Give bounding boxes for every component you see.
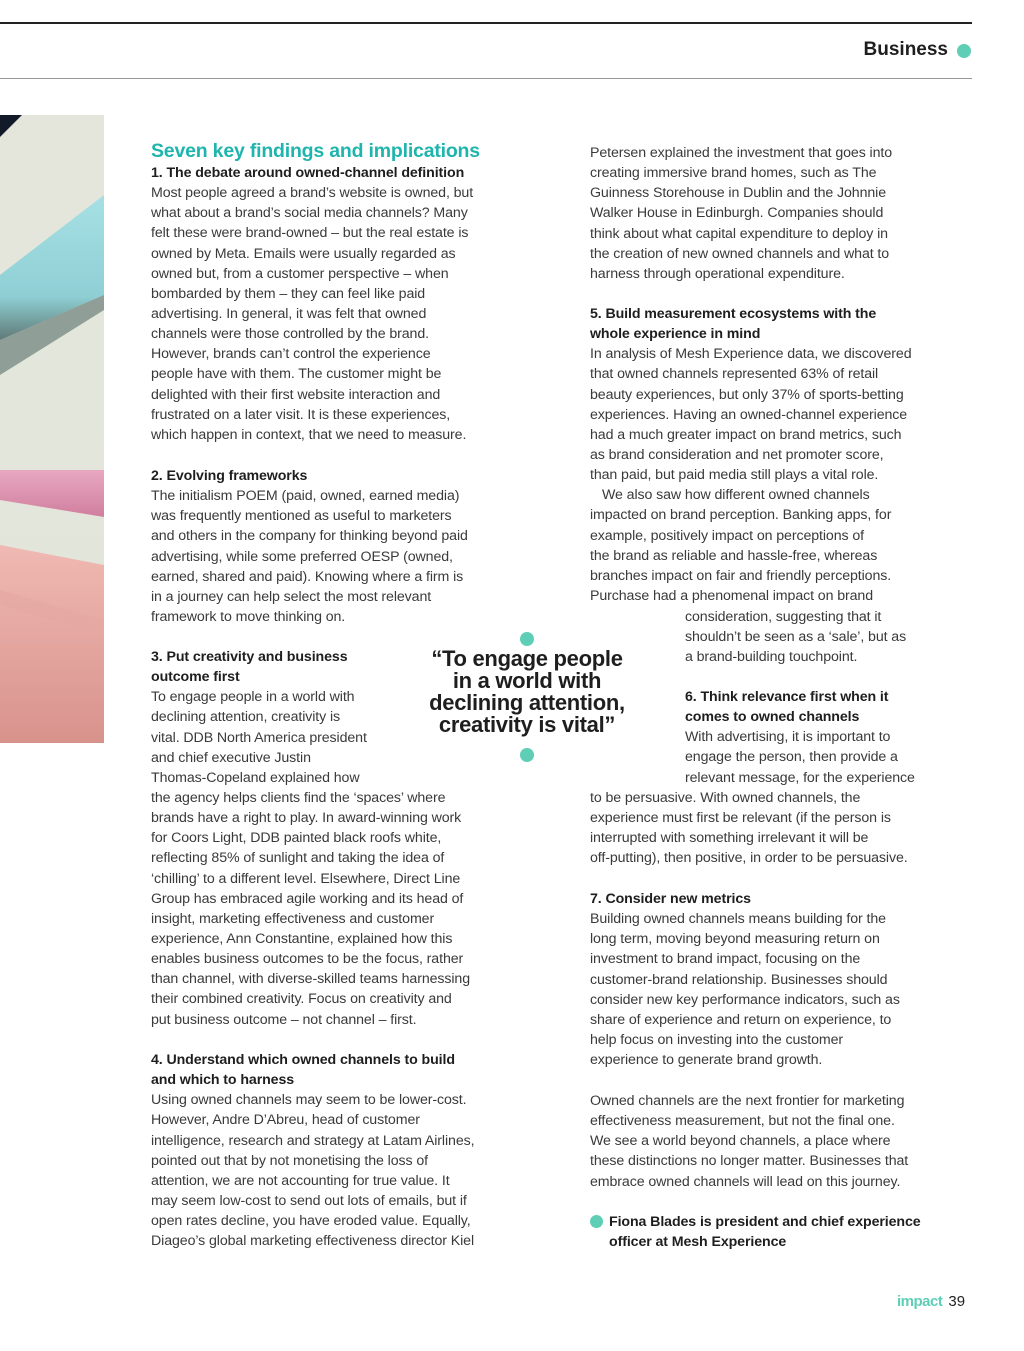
page-footer: [897, 1293, 965, 1310]
body-line: Building owned channels means building for the: [590, 911, 886, 928]
body-line: owned but, from a customer perspective – when: [151, 265, 449, 282]
body-line: for Coors Light, DDB painted black roofs white,: [151, 830, 442, 847]
pull-quote-line: declining attention,: [429, 690, 625, 715]
pull-quote-line: creativity is vital”: [438, 712, 616, 737]
body-line: experience, Ann Constantine, explained how this: [151, 930, 453, 947]
text-block: [590, 143, 892, 284]
body-line: the agency helps clients find the ‘spaces’ where: [151, 789, 446, 806]
body-line: Walker House in Edinburgh. Companies should: [590, 205, 884, 222]
text-block: [151, 163, 473, 445]
body-line: their combined creativity. Focus on creativity and: [151, 991, 452, 1008]
subheading-line: comes to owned channels: [685, 709, 860, 726]
body-line: Group has embraced agile working and its head of: [151, 890, 464, 907]
body-line: these distinctions no longer matter. Businesses that: [590, 1153, 909, 1170]
body-line: intelligence, research and strategy at Latam Airlines,: [151, 1132, 475, 1149]
body-line: bombarded by them – they can feel like paid: [151, 285, 426, 302]
quote-dot-icon: [520, 632, 534, 646]
body-line: and chief executive Justin: [151, 749, 311, 766]
subheading-line: 5. Build measurement ecosystems with the: [590, 306, 877, 322]
body-line: Purchase had a phenomenal impact on brand: [590, 587, 873, 604]
body-line: We see a world beyond channels, a place where: [590, 1133, 891, 1150]
header-rule: [0, 78, 972, 79]
body-line: customer-brand relationship. Businesses should: [590, 971, 888, 988]
text-block: [151, 1050, 474, 1251]
body-line: framework to move thinking on.: [151, 608, 346, 625]
page-number: 39: [948, 1293, 966, 1310]
body-line: off-putting), then positive, in order to be persuasive.: [590, 850, 908, 867]
body-line: long term, moving beyond measuring return on: [590, 931, 880, 948]
text-block: [590, 788, 908, 869]
body-line: what about a brand’s social media channels? Many: [151, 205, 468, 222]
body-line: advertising, while some preferred OESP (owned,: [151, 548, 453, 565]
body-line: and others in the company for thinking beyond paid: [151, 528, 468, 545]
pull-quote-line: “To engage people: [431, 646, 623, 671]
body-line: delighted with their first website interaction and: [151, 386, 441, 403]
body-line: think about what capital expenditure to deploy in: [590, 225, 888, 242]
body-line: may seem low-cost to send out lots of emails, but if: [151, 1192, 467, 1209]
text-block: [685, 687, 915, 788]
body-line: branches impact on fair and friendly perceptions.: [590, 567, 892, 584]
body-line: open rates decline, you have eroded value. Equally,: [151, 1213, 471, 1230]
body-line: in a journey can help select the most relevant: [151, 588, 432, 605]
subheading-line: 1. The debate around owned-channel definition: [151, 165, 465, 181]
subheading-line: and which to harness: [151, 1072, 295, 1089]
body-line: Using owned channels may seem to be lower-cost.: [151, 1092, 467, 1109]
text-block: [609, 1212, 921, 1252]
body-line: interrupted with something irrelevant it will be: [590, 830, 869, 847]
body-line: enables business outcomes to be the focus, rather: [151, 951, 464, 968]
body-line: share of experience and return on experience, to: [590, 1011, 892, 1028]
body-line: had a much greater impact on brand metrics, such: [590, 426, 902, 443]
body-line: frustrated on a later visit. It is these experiences,: [151, 406, 451, 423]
body-line: relevant message, for the experience: [685, 769, 915, 786]
body-line: experience to generate brand growth.: [590, 1052, 823, 1069]
subheading-line: 7. Consider new metrics: [590, 891, 751, 907]
subheading-line: 3. Put creativity and business: [151, 649, 348, 665]
pull-quote: [400, 648, 654, 736]
body-line: Petersen explained the investment that goes into: [590, 145, 893, 161]
body-line: help focus on investing into the customer: [590, 1031, 844, 1048]
body-line: felt these were brand-owned – but the real estate is: [151, 225, 469, 242]
body-line: experience must first be relevant (if the person is: [590, 810, 891, 827]
body-line: harness through operational expenditure.: [590, 265, 845, 282]
body-line: people have with them. The customer might be: [151, 366, 442, 383]
body-line: To engage people in a world with: [151, 689, 355, 706]
subheading-line: 6. Think relevance first when it: [685, 689, 889, 705]
body-line: In analysis of Mesh Experience data, we discovered: [590, 346, 912, 363]
subheading-line: 4. Understand which owned channels to build: [151, 1052, 455, 1068]
body-line: Owned channels are the next frontier for marketing: [590, 1093, 905, 1109]
abstract-photo: [0, 115, 104, 743]
body-line: was frequently mentioned as useful to marketers: [151, 508, 452, 525]
body-line: as brand consideration and net promoter score,: [590, 446, 884, 463]
brand-logo: impact: [897, 1293, 943, 1310]
body-line: However, Andre D’Abreu, head of customer: [151, 1112, 420, 1129]
body-line: embrace owned channels will lead on this journey.: [590, 1173, 901, 1190]
body-line: Thomas-Copeland explained how: [151, 769, 360, 786]
subheading-line: whole experience in mind: [590, 326, 761, 343]
body-line: effectiveness measurement, but not the final one.: [590, 1113, 895, 1130]
subheading-line: Fiona Blades is president and chief experience: [609, 1214, 921, 1230]
body-line: advertising. In general, it was felt that owned: [151, 305, 427, 322]
section-dot-icon: [957, 44, 971, 58]
body-line: that owned channels represented 63% of retail: [590, 366, 879, 383]
body-line: a brand-building touchpoint.: [685, 649, 858, 666]
body-line: experiences. Having an owned-channel experience: [590, 406, 908, 423]
article-heading: Seven key findings and implications: [151, 140, 480, 162]
body-line: We also saw how different owned channels: [602, 487, 870, 504]
body-line: consider new key performance indicators, such as: [590, 991, 900, 1008]
quote-dot-icon: [520, 748, 534, 762]
text-block: [590, 1091, 908, 1192]
body-line: which happen in context, that we need to measure.: [151, 426, 467, 443]
subheading-line: officer at Mesh Experience: [609, 1234, 787, 1251]
body-line: than channel, with diverse-skilled teams harnessing: [151, 971, 471, 988]
text-block: [685, 607, 906, 667]
body-line: However, brands can’t control the experience: [151, 346, 431, 363]
body-line: attention, we are not accounting for true value. It: [151, 1172, 450, 1189]
body-line: pointed out that by not monetising the loss of: [151, 1152, 428, 1169]
body-line: With advertising, it is important to: [685, 729, 891, 746]
subheading-line: outcome first: [151, 669, 240, 686]
text-block: [590, 889, 900, 1070]
body-line: example, positively impact on perceptions of: [590, 527, 864, 544]
body-line: impacted on brand perception. Banking apps, for: [590, 507, 892, 524]
body-line: engage the person, then provide a: [685, 749, 898, 766]
bio-dot-icon: [590, 1215, 603, 1228]
section-label: Business: [863, 39, 948, 60]
body-line: earned, shared and paid). Knowing where a firm is: [151, 568, 464, 585]
body-line: shouldn’t be seen as a ‘sale’, but as: [685, 629, 907, 646]
body-line: Most people agreed a brand’s website is owned, but: [151, 185, 474, 202]
body-line: investment to brand impact, focusing on the: [590, 951, 861, 968]
body-line: beauty experiences, but only 37% of sports-betting: [590, 386, 904, 403]
body-line: ‘chilling’ to a different level. Elsewhere, Direct Line: [151, 870, 461, 887]
text-block: [590, 304, 912, 606]
pull-quote-line: in a world with: [452, 668, 602, 693]
body-line: The initialism POEM (paid, owned, earned media): [151, 488, 460, 505]
top-rule: [0, 22, 972, 24]
body-line: insight, marketing effectiveness and customer: [151, 910, 435, 927]
body-line: vital. DDB North America president: [151, 729, 367, 746]
body-line: Guinness Storehouse in Dublin and the Johnnie: [590, 185, 887, 202]
subheading-line: 2. Evolving frameworks: [151, 468, 308, 484]
body-line: reflecting 85% of sunlight and taking the idea of: [151, 850, 445, 867]
body-line: owned by Meta. Emails were usually regarded as: [151, 245, 456, 262]
body-line: than paid, but paid media still plays a vital role.: [590, 467, 879, 484]
body-line: put business outcome – not channel – first.: [151, 1011, 417, 1028]
body-line: to be persuasive. With owned channels, the: [590, 790, 861, 806]
body-line: the brand as reliable and hassle-free, whereas: [590, 547, 878, 564]
body-line: Diageo’s global marketing effectiveness director Kiel: [151, 1233, 475, 1250]
text-block: [151, 466, 468, 627]
body-line: the creation of new owned channels and what to: [590, 245, 890, 262]
body-line: channels were those controlled by the brand.: [151, 326, 429, 343]
body-line: creating immersive brand homes, such as The: [590, 165, 877, 182]
body-line: declining attention, creativity is: [151, 709, 341, 726]
body-line: consideration, suggesting that it: [685, 609, 882, 625]
body-line: brands have a right to play. In award-winning work: [151, 810, 462, 827]
